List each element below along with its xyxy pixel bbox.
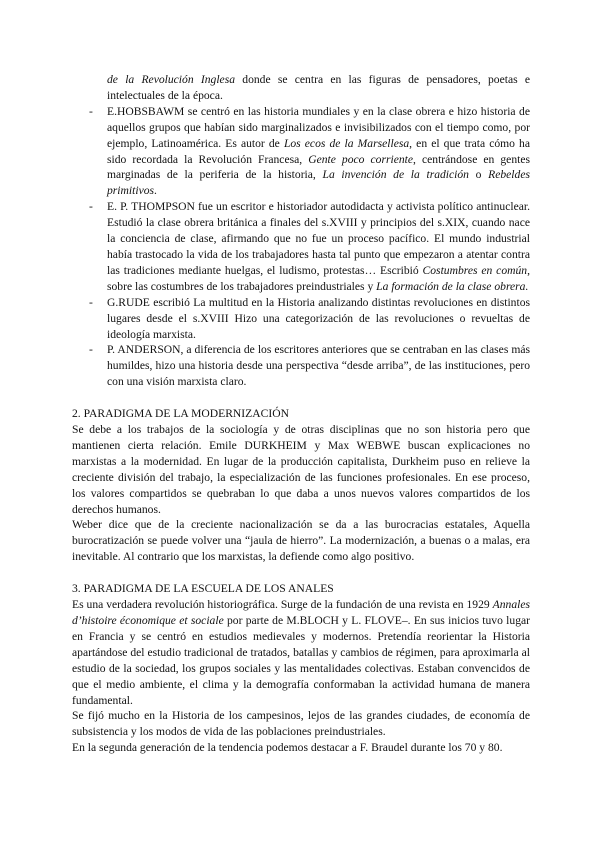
item-text: E.HOBSBAWM se centró en las historia mundiales y en la clase obrera e hizo historia de aquellos grupos que habían sido marginalizados e invisibilizados con el tiempo como, por ejemplo, Latinoamérica. Es autor de xyxy=(107,104,530,150)
section-heading-anales: 3. PARADIGMA DE LA ESCUELA DE LOS ANALES xyxy=(72,582,334,596)
item-text: P. ANDERSON, a diferencia de los escritores anteriores que se centraban en las clases más humildes, hizo una historia desde una perspectiva “desde arriba”, de las instituciones, pero con una visión marxista claro. xyxy=(107,343,530,389)
item-text: . xyxy=(154,184,157,198)
book-title: Los ecos de la Marsellesa xyxy=(283,136,410,150)
author-item-anderson xyxy=(72,342,530,390)
author-item-hobsbawm xyxy=(72,104,530,199)
intro-italic-title: de la Revolución Inglesa xyxy=(107,73,236,86)
author-item-rude xyxy=(72,295,530,343)
item-text: , en el que trata cómo ha sido recordada la Revolución Francesa, xyxy=(107,136,530,166)
intro-text: donde se centra en las figuras de pensadores, poetas e intelectuales de la época. xyxy=(107,73,530,102)
item-text: G.RUDE escribió La multitud en la Historia analizando distintas revoluciones en distintos lugares desde el s.XVIII Hizo una categorización de las revoluciones o revueltas de ideología marxista. xyxy=(107,295,530,341)
item-text: , centrándose en gentes marginadas de la periferia de la historia, xyxy=(107,152,531,182)
item-text: E. P. THOMPSON fue un escritor e historiador autodidacta y activista político antinuclear. Estudió la clase obrera británica a finales del s.XVIII y principios del s.XIX, cuando nace la conciencia de clase, afirmando que no fue un proceso pacífico. El mundo industrial había trastocado la vida de los trabajadores hasta tal punto que empezaron a atentar contra las tradiciones mediante huelgas, el ludismo, protestas… Escribió xyxy=(107,200,530,277)
book-title: Costumbres en común xyxy=(422,263,528,277)
author-item-thompson xyxy=(72,199,530,294)
bullet-dash: - xyxy=(89,200,93,214)
bullet-dash: - xyxy=(89,104,93,118)
section-heading-modernizacion: 2. PARADIGMA DE LA MODERNIZACIÓN xyxy=(72,407,289,421)
bullet-dash: - xyxy=(89,343,93,357)
document-body xyxy=(72,72,530,756)
book-title: Rebeldes primitivos xyxy=(107,168,530,198)
paragraph-anales-origin xyxy=(72,597,530,708)
paragraph-campesinos: Se fijó mucho en la Historia de los campesinos, lejos de las grandes ciudades, de economía de subsistencia y los modos de vida de las poblaciones preindustriales. xyxy=(72,709,530,739)
intro-continuation xyxy=(72,72,530,104)
book-title: Gente poco corriente xyxy=(308,152,414,166)
paragraph-durkheim: Se debe a los trabajos de la sociología y de otras disciplinas que no son historia pero que mantienen cierta relación. Emile DURKHEIM y Max WEBWE buscan explicaciones no marxistas a la modernidad. En lugar de la producción capitalista, Durkheim puso en relieve la creciente división del trabajo, la especialización de las funciones profesionales. En ese proceso, los valores compartidos se quebraban lo que daba a unos nuevos valores compartidos de los derechos humanos. xyxy=(72,423,530,516)
item-text: , sobre las costumbres de los trabajadores preindustriales y xyxy=(107,263,530,293)
paragraph-text: Es una verdadera revolución historiográfica. Surge de la fundación de una revista en 1929 xyxy=(72,598,493,612)
paragraph-text: por parte de M.BLOCH y L. FLOVE–. En sus inicios tuvo lugar en Francia y se centró en estudios medievales y modernos. Pretendía reorientar la Historia apartándose del estudio tradicional de tratados, batallas y cambios de régimen, para aproximarla al estudio de la sociedad, los grupos sociales y las mentalidades colectivas. Estaban convencidos de que el medio ambiente, el clima y la demografía conformaban la actividad humana de manera fundamental. xyxy=(72,614,530,707)
paragraph-weber: Weber dice que de la creciente nacionalización se da a las burocracias estatales, Aquella burocratización se puede volver una “jaula de hierro”. La modernización, a buenas o a malas, era inevitable. Al contrario que los marxistas, la defiende como algo positivo. xyxy=(72,518,530,564)
journal-title: Annales d’histoire économique et sociale xyxy=(72,598,530,627)
paragraph-braudel: En la segunda generación de la tendencia podemos destacar a F. Braudel durante los 70 y 80. xyxy=(72,741,503,755)
book-title: La invención de la tradición xyxy=(322,168,469,182)
bullet-dash: - xyxy=(89,295,93,309)
item-text: o xyxy=(468,168,489,182)
book-title: La formación de la clase obrera. xyxy=(376,279,529,293)
